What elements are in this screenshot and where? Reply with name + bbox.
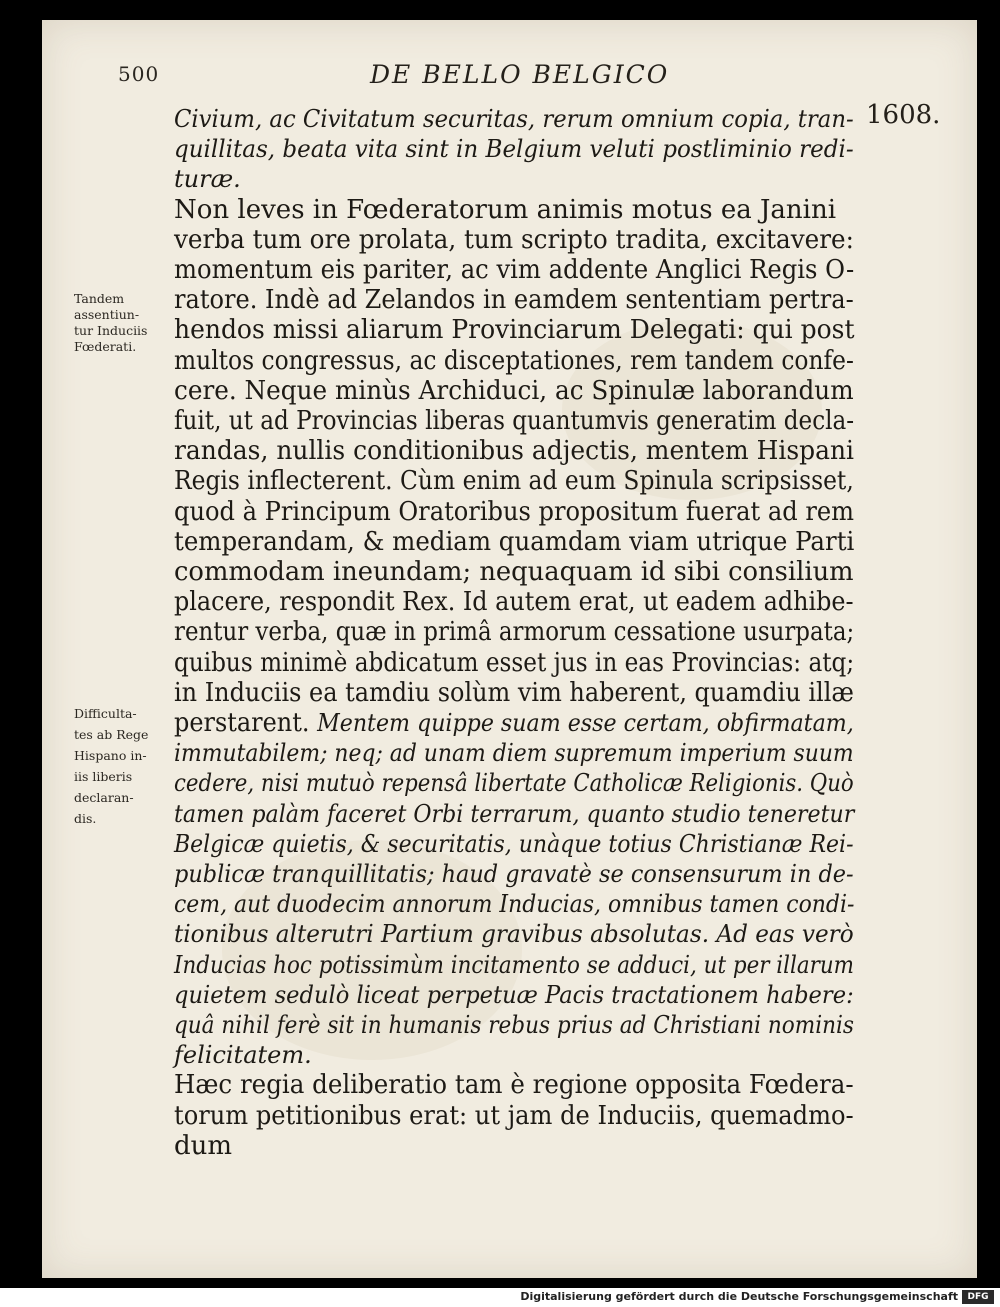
body-line: Belgicæ quietis, & securitatis, unàque totius Christianæ Rei- <box>174 829 854 858</box>
body-line: turæ. <box>174 165 241 194</box>
page-number: 500 <box>118 62 160 86</box>
footer-bar <box>0 1288 1000 1307</box>
body-line: dum <box>174 1130 233 1161</box>
body-line: tamen palàm faceret Orbi terrarum, quanto studio teneretur <box>174 799 855 828</box>
running-title: DE BELLO BELGICO <box>370 60 670 89</box>
footer-credit: Digitalisierung gefördert durch die Deutsche Forschungsgemeinschaft <box>520 1290 958 1303</box>
marginal-line: dis. <box>74 811 97 826</box>
body-line: torum petitionibus erat: ut jam de Induciis, quemadmo- <box>174 1100 854 1131</box>
body-line: multos congressus, ac disceptationes, rem tandem confe- <box>174 345 854 376</box>
body-line: perstarent. Mentem quippe suam esse certam, obfirmatam, <box>174 708 854 738</box>
body-line: commodam ineundam; nequaquam id sibi consilium <box>174 557 854 587</box>
body-line: quietem sedulò liceat perpetuæ Pacis tractationem habere: <box>174 980 854 1009</box>
marginal-line: assentiun- <box>74 307 140 322</box>
marginal-line: iis liberis <box>74 769 133 784</box>
body-line: publicæ tranquillitatis; haud gravatè se consensurum in de- <box>174 860 854 888</box>
body-line: Inducias hoc potissimùm incitamento se adduci, ut per illarum <box>174 950 854 979</box>
marginal-line: tur Induciis <box>74 323 148 338</box>
body-line: tionibus alterutri Partium gravibus absolutas. Ad eas verò <box>174 920 854 949</box>
marginal-line: Difficulta- <box>74 706 137 721</box>
body-line: hendos missi aliarum Provinciarum Delegati: qui post <box>174 315 855 346</box>
marginal-line: Fœderati. <box>74 339 137 354</box>
body-line: cere. Neque minùs Archiduci, ac Spinulæ laborandum <box>174 375 854 406</box>
body-line: randas, nullis conditionibus adjectis, mentem Hispani <box>174 436 855 467</box>
body-line: immutabilem; neq; ad unam diem supremum imperium suum <box>174 739 854 768</box>
year-marginal: 1608. <box>866 100 941 130</box>
body-line: cedere, nisi mutuò repensâ libertate Catholicæ Religionis. Quò <box>174 769 854 798</box>
body-line: rentur verba, quæ in primâ armorum cessatione usurpata; <box>174 617 855 648</box>
marginal-line: tes ab Rege <box>74 727 149 742</box>
marginal-line: Hispano in- <box>74 748 147 763</box>
body-line: Civium, ac Civitatum securitas, rerum omnium copia, tran- <box>174 105 854 133</box>
body-line: Non leves in Fœderatorum animis motus ea Janini <box>174 194 837 225</box>
body-line: quod à Principum Oratoribus propositum fuerat ad rem <box>174 496 855 527</box>
marginal-line: Tandem <box>74 291 125 306</box>
body-line: ratore. Indè ad Zelandos in eamdem sententiam pertra- <box>174 285 854 316</box>
body-line: momentum eis pariter, ac vim addente Anglici Regis O- <box>174 255 855 285</box>
dfg-logo-icon: DFG <box>962 1290 994 1304</box>
body-line: placere, respondit Rex. Id autem erat, ut eadem adhibe- <box>174 587 854 618</box>
body-line: felicitatem. <box>174 1041 312 1070</box>
body-line: Regis inflecterent. Cùm enim ad eum Spinula scripsisset, <box>174 466 854 497</box>
body-line: quillitas, beata vita sint in Belgium veluti postliminio redi- <box>174 135 854 164</box>
body-line: cem, aut duodecim annorum Inducias, omnibus tamen condi- <box>174 890 855 919</box>
body-line: quibus minimè abdicatum esset jus in eas Provincias: atq; <box>174 647 855 678</box>
body-line: quâ nihil ferè sit in humanis rebus prius ad Christiani nominis <box>174 1011 854 1039</box>
marginal-line: declaran- <box>74 790 134 805</box>
body-line: verba tum ore prolata, tum scripto tradita, excitavere: <box>174 224 854 255</box>
body-line: fuit, ut ad Provincias liberas quantumvis generatim decla- <box>174 406 855 436</box>
body-line: Hæc regia deliberatio tam è regione opposita Fœdera- <box>174 1070 854 1101</box>
body-line: in Induciis ea tamdiu solùm vim haberent, quamdiu illæ <box>174 677 854 708</box>
body-line: temperandam, & mediam quamdam viam utrique Parti <box>174 526 855 557</box>
